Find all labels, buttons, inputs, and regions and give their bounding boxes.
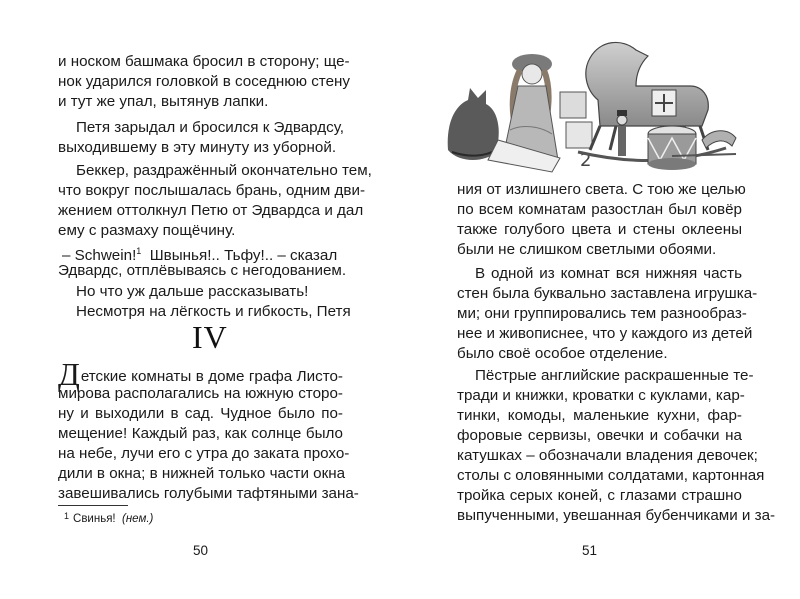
text-line: форовые сервизы, овечки и собачки на bbox=[457, 427, 742, 444]
text-line: мещение! Каждый раз, как солнце было bbox=[58, 425, 343, 442]
toys-illustration-icon bbox=[440, 30, 740, 176]
footnote-text: Свинья! bbox=[73, 513, 116, 525]
text-line: ния от излишнего света. С тою же целью bbox=[457, 181, 746, 198]
text-line: Эдвардс, отплёвываясь с негодованием. bbox=[58, 262, 347, 279]
svg-text:2: 2 bbox=[580, 150, 592, 171]
text-line: завешивались голубыми тафтяными зана- bbox=[58, 485, 359, 502]
text-line: и тут же упал, вытянув лапки. bbox=[58, 93, 269, 110]
text-line: стен была буквально заставлена игрушка- bbox=[457, 285, 758, 302]
text-line: Но что уж дальше рассказывать! bbox=[76, 283, 309, 300]
text-line: катушках – обозначали владения девочек; bbox=[457, 447, 758, 464]
text-line: что вокруг послышалась брань, одним дви- bbox=[58, 182, 365, 199]
text-line: Беккер, раздражённый окончательно тем, bbox=[76, 162, 372, 179]
text-line: на небе, лучи его с утра до заката прохо- bbox=[58, 445, 350, 462]
text-line: мирова располагались на южную сторо- bbox=[58, 385, 343, 402]
footnote bbox=[64, 508, 153, 527]
text-line: и носком башмака бросил в сторону; ще- bbox=[58, 53, 350, 70]
text-line: ему с размаху пощёчину. bbox=[58, 222, 236, 239]
schwein-word: – Schwein! bbox=[62, 247, 137, 264]
page-number-left: 50 bbox=[193, 543, 209, 558]
schwein-rest: Швынья!.. Тьфу!.. – сказал bbox=[149, 247, 338, 264]
chapter-heading: IV bbox=[192, 319, 228, 355]
text-line: были не слишком светлыми обоями. bbox=[457, 241, 717, 258]
footnote-number: 1 bbox=[64, 511, 70, 521]
text-line: ми; они группировались тем разнообраз- bbox=[457, 305, 747, 322]
text-line: выходившему в эту минуту из уборной. bbox=[58, 139, 337, 156]
text-line: тради и книжки, кроватки с куклами, кар- bbox=[457, 387, 745, 404]
page-number-right: 51 bbox=[582, 543, 598, 558]
footnote-rule bbox=[58, 505, 128, 506]
text-line: Несмотря на лёгкость и гибкость, Петя bbox=[76, 303, 351, 320]
text-line: нее и живописнее, что у каждого из детей bbox=[457, 325, 753, 342]
text-line: В одной из комнат вся нижняя часть bbox=[475, 265, 742, 282]
text-line: было своё особое отделение. bbox=[457, 345, 668, 362]
text-line: нок ударился головкой в соседнюю стену bbox=[58, 73, 351, 90]
footnote-marker: 1 bbox=[136, 246, 142, 256]
text-line: ну и выходили в сад. Чудное было по- bbox=[58, 405, 343, 422]
text-line: столы с оловянными солдатами, картонная bbox=[457, 467, 765, 484]
text-line: по всем комнатам разостлан был ковёр bbox=[457, 201, 742, 218]
text-line: выпученными, увешанная бубенчиками и за- bbox=[457, 507, 776, 524]
drop-cap: Д bbox=[58, 356, 80, 392]
text-line: также голубого цвета и стены оклеены bbox=[457, 221, 742, 238]
text-line: Петя зарыдал и бросился к Эдвардсу, bbox=[76, 119, 345, 136]
footnote-language: (нем.) bbox=[122, 513, 154, 525]
chapter-first-line-rest: етские комнаты в доме графа Листо- bbox=[80, 368, 343, 385]
text-line: Пёстрые английские раскрашенные те- bbox=[475, 367, 754, 384]
text-line: жением оттолкнул Петю от Эдвардса и дал bbox=[58, 202, 364, 219]
text-line: тинки, комоды, маленькие кухни, фар- bbox=[457, 407, 742, 424]
text-line: дили в окна; в нижней только части окна bbox=[58, 465, 346, 482]
text-line: тройка серых коней, с глазами страшно bbox=[457, 487, 742, 504]
